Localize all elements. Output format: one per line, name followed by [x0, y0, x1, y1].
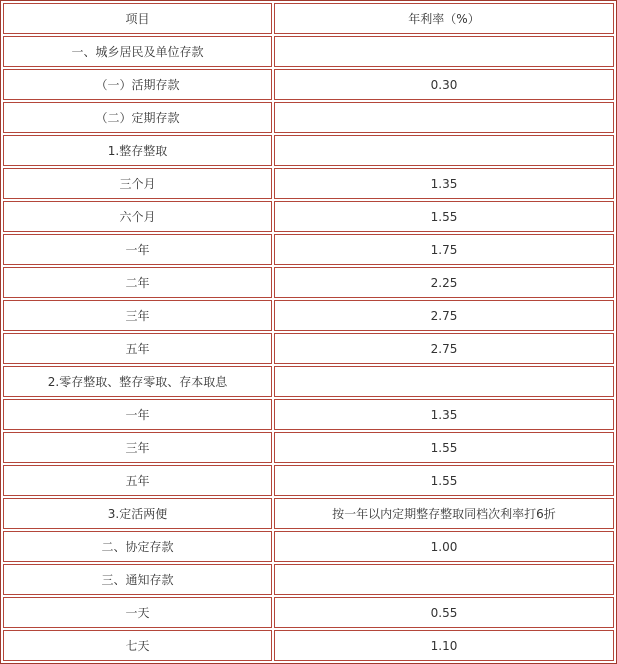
row-item-cell: 六个月 [3, 201, 272, 232]
header-rate: 年利率（%） [274, 3, 614, 34]
row-rate-cell [274, 366, 614, 397]
table-row [3, 564, 614, 595]
row-rate-cell: 按一年以内定期整存整取同档次利率打6折 [274, 498, 614, 529]
row-item-cell: 2.零存整取、整存零取、存本取息 [3, 366, 272, 397]
row-item-cell: 一年 [3, 399, 272, 430]
row-item-cell: 三个月 [3, 168, 272, 199]
table-row [3, 432, 614, 463]
row-rate-cell: 2.75 [274, 333, 614, 364]
row-item-cell: 三年 [3, 432, 272, 463]
table-row [3, 465, 614, 496]
table-row [3, 597, 614, 628]
row-rate-cell: 1.00 [274, 531, 614, 562]
row-item-cell: 二年 [3, 267, 272, 298]
table-row [3, 201, 614, 232]
row-item-cell: （二）定期存款 [3, 102, 272, 133]
row-item-cell: 七天 [3, 630, 272, 661]
table-body [3, 3, 614, 661]
table-row [3, 69, 614, 100]
table-row [3, 630, 614, 661]
row-item-cell: 二、协定存款 [3, 531, 272, 562]
table-row [3, 168, 614, 199]
table-row [3, 102, 614, 133]
row-item-cell: 三年 [3, 300, 272, 331]
row-item-cell: 三、通知存款 [3, 564, 272, 595]
row-rate-cell: 1.10 [274, 630, 614, 661]
header-row [3, 3, 614, 34]
row-item-cell: 3.定活两便 [3, 498, 272, 529]
row-rate-cell: 0.55 [274, 597, 614, 628]
table-row [3, 333, 614, 364]
row-item-cell: 一、城乡居民及单位存款 [3, 36, 272, 67]
row-item-cell: 五年 [3, 333, 272, 364]
row-rate-cell [274, 36, 614, 67]
row-rate-cell: 1.35 [274, 399, 614, 430]
table-row [3, 498, 614, 529]
row-item-cell: 五年 [3, 465, 272, 496]
table-row [3, 36, 614, 67]
row-rate-cell: 1.55 [274, 201, 614, 232]
row-rate-cell [274, 564, 614, 595]
table-row [3, 135, 614, 166]
row-rate-cell: 1.55 [274, 432, 614, 463]
row-rate-cell [274, 135, 614, 166]
row-rate-cell: 1.55 [274, 465, 614, 496]
row-rate-cell: 2.75 [274, 300, 614, 331]
row-rate-cell: 1.35 [274, 168, 614, 199]
table-row [3, 399, 614, 430]
table-row [3, 366, 614, 397]
row-item-cell: 一年 [3, 234, 272, 265]
table-row [3, 267, 614, 298]
row-rate-cell: 1.75 [274, 234, 614, 265]
row-rate-cell: 0.30 [274, 69, 614, 100]
row-item-cell: 一天 [3, 597, 272, 628]
table-row [3, 300, 614, 331]
header-item: 项目 [3, 3, 272, 34]
table-row [3, 531, 614, 562]
row-rate-cell: 2.25 [274, 267, 614, 298]
row-item-cell: （一）活期存款 [3, 69, 272, 100]
row-item-cell: 1.整存整取 [3, 135, 272, 166]
table-row [3, 234, 614, 265]
row-rate-cell [274, 102, 614, 133]
